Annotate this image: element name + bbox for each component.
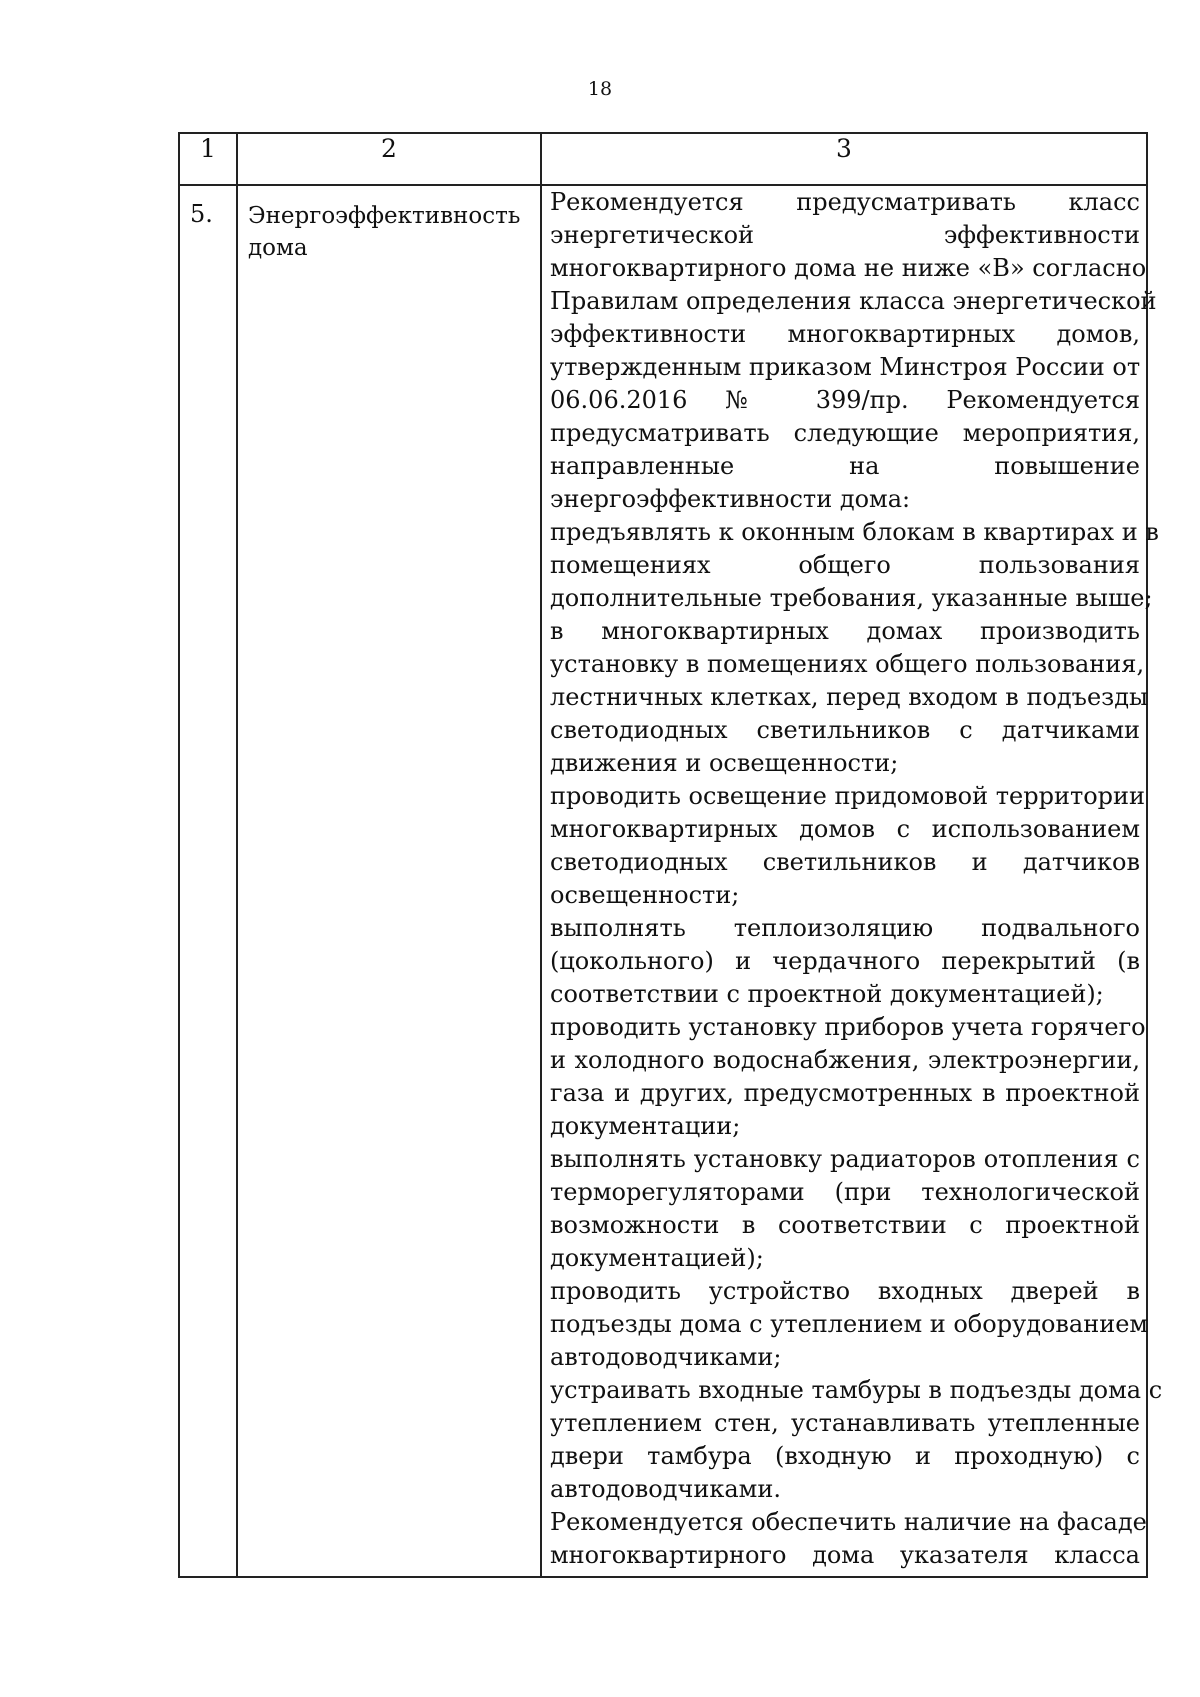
description-line: устраивать входные тамбуры в подъезды дома с bbox=[550, 1376, 1163, 1404]
description-line: Рекомендуется обеспечить наличие на фасаде bbox=[550, 1508, 1147, 1536]
description-line: движения и освещенности; bbox=[550, 749, 899, 777]
table-header-row bbox=[179, 133, 1147, 185]
description-line: эффективности многоквартирных домов, bbox=[550, 320, 1140, 348]
description-line: дополнительные требования, указанные выше; bbox=[550, 584, 1153, 612]
column-header-3: 3 bbox=[541, 133, 1147, 185]
description-line: предъявлять к оконным блокам в квартирах и в bbox=[550, 518, 1159, 546]
description-line: возможности в соответствии с проектной bbox=[550, 1211, 1140, 1239]
description-line: соответствии с проектной документацией); bbox=[550, 980, 1104, 1008]
row-number: 5. bbox=[179, 185, 237, 1577]
row-title-line: Энергоэффективность bbox=[248, 203, 521, 229]
description-line: многоквартирного дома не ниже «В» согласно bbox=[550, 254, 1147, 282]
description-line: установку в помещениях общего пользования, bbox=[550, 650, 1145, 678]
description-line: утвержденным приказом Минстроя России от bbox=[550, 353, 1141, 381]
description-line: проводить освещение придомовой территории bbox=[550, 782, 1146, 810]
row-title-line: дома bbox=[248, 235, 308, 261]
description-line: проводить устройство входных дверей в bbox=[550, 1277, 1140, 1305]
description-line: лестничных клетках, перед входом в подъезды bbox=[550, 683, 1149, 711]
description-line: в многоквартирных домах производить bbox=[550, 617, 1140, 645]
description-line: и холодного водоснабжения, электроэнергии, bbox=[550, 1046, 1140, 1074]
description-line: многоквартирных домов с использованием bbox=[550, 815, 1140, 843]
column-header-2: 2 bbox=[237, 133, 541, 185]
description-line: направленные на повышение bbox=[550, 452, 1140, 480]
description-line: документацией); bbox=[550, 1244, 764, 1272]
description-line: подъезды дома с утеплением и оборудованием bbox=[550, 1310, 1149, 1338]
description-line: энергетической эффективности bbox=[550, 221, 1140, 249]
description-line: документации; bbox=[550, 1112, 741, 1140]
description-line: помещениях общего пользования bbox=[550, 551, 1140, 579]
row-title bbox=[237, 185, 541, 1577]
table-row bbox=[179, 185, 1147, 1577]
column-header-1: 1 bbox=[179, 133, 237, 185]
description-line: 06.06.2016 № 399/пр. Рекомендуется bbox=[550, 386, 1140, 414]
description-line: газа и других, предусмотренных в проектной bbox=[550, 1079, 1140, 1107]
description-line: освещенности; bbox=[550, 881, 740, 909]
description-line: терморегуляторами (при технологической bbox=[550, 1178, 1140, 1206]
row-description-text bbox=[542, 186, 1163, 1576]
description-line: (цокольного) и чердачного перекрытий (в bbox=[550, 947, 1140, 975]
description-line: проводить установку приборов учета горячего bbox=[550, 1013, 1146, 1041]
description-line: Рекомендуется предусматривать класс bbox=[550, 188, 1140, 216]
row-description bbox=[541, 185, 1163, 1577]
description-line: многоквартирного дома указателя класса bbox=[550, 1541, 1140, 1569]
description-line: автодоводчиками; bbox=[550, 1343, 782, 1371]
page-number: 18 bbox=[587, 78, 613, 100]
description-line: выполнять установку радиаторов отопления с bbox=[550, 1145, 1140, 1173]
description-line: предусматривать следующие мероприятия, bbox=[550, 419, 1140, 447]
description-line: выполнять теплоизоляцию подвального bbox=[550, 914, 1140, 942]
description-line: Правилам определения класса энергетической bbox=[550, 287, 1157, 315]
description-line: утеплением стен, устанавливать утепленные bbox=[550, 1409, 1140, 1437]
description-line: автодоводчиками. bbox=[550, 1475, 781, 1503]
description-line: двери тамбура (входную и проходную) с bbox=[550, 1442, 1140, 1470]
description-line: светодиодных светильников с датчиками bbox=[550, 716, 1140, 744]
description-line: энергоэффективности дома: bbox=[550, 485, 911, 513]
description-line: светодиодных светильников и датчиков bbox=[550, 848, 1140, 876]
requirements-table bbox=[178, 132, 1163, 1578]
